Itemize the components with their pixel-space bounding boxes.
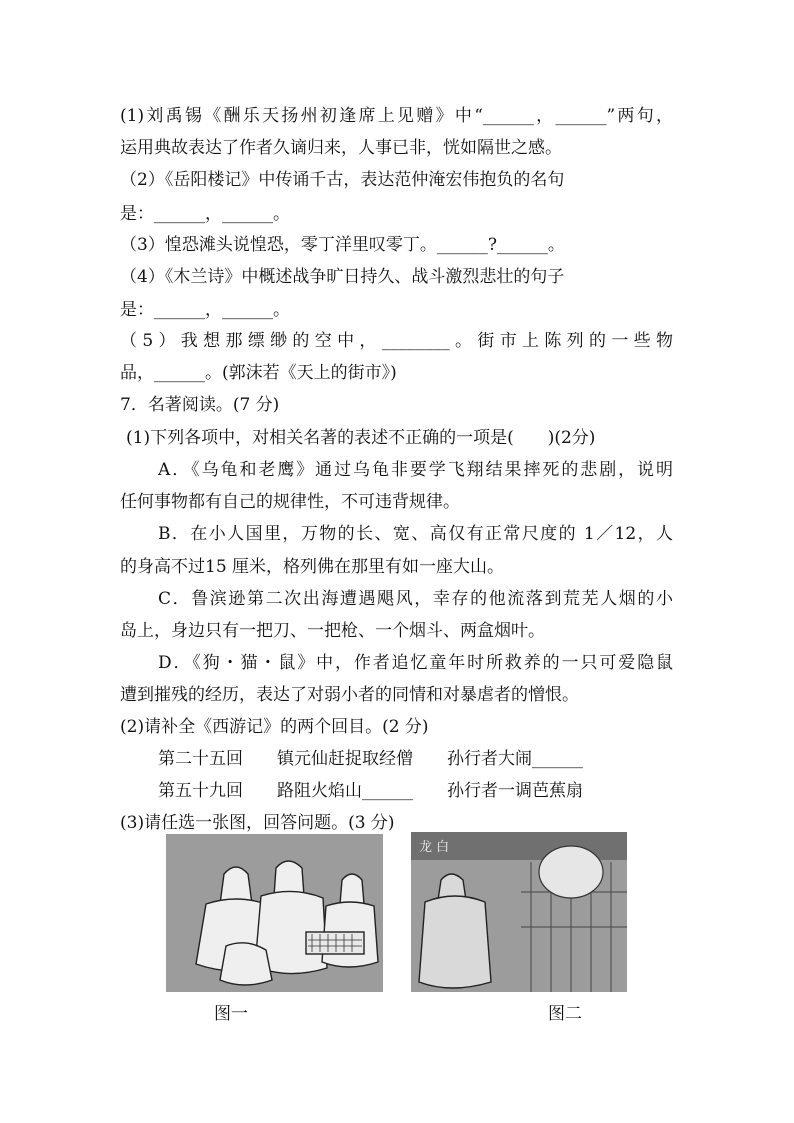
option-b: B．在小人国里，万物的长、宽、高仅有正常尺度的 1／12，人 (158, 524, 673, 544)
figure-two-image (411, 832, 627, 992)
figure-two-sign: 龙 白 (419, 840, 450, 855)
text-line: 是：______，______。 (120, 204, 290, 224)
text-line: 是：______，______。 (120, 300, 290, 320)
figure-one-caption: 图一 (214, 1004, 248, 1024)
figure-two-illustration (411, 832, 627, 992)
chapter-title-line: 第二十五回 镇元仙赶捉取经僧 孙行者大闹______ (158, 749, 583, 769)
option-b-cont: 的身高不过15 厘米，格列佛在那里有如一座大山。 (120, 557, 505, 577)
text-line: （5）我想那缥缈的空中，________。街市上陈列的一些物 (120, 331, 673, 351)
section-heading: 7．名著阅读。(7 分) (120, 395, 280, 415)
text-line: （3）惶恐滩头说惶恐，零丁洋里叹零丁。______?______。 (120, 235, 565, 255)
option-d-cont: 遭到摧残的经历，表达了对弱小者的同情和对暴虐者的憎恨。 (120, 685, 579, 705)
question-stem: (3)请任选一张图，回答问题。(3 分) (120, 813, 395, 833)
figure-two-caption: 图二 (548, 1004, 582, 1024)
figure-one-image (166, 834, 383, 992)
text-line: （4）《木兰诗》中概述战争旷日持久、战斗激烈悲壮的句子 (120, 267, 565, 287)
text-line: （2）《岳阳楼记》中传诵千古，表达范仲淹宏伟抱负的名句 (120, 170, 565, 190)
text-line: 运用典故表达了作者久谪归来，人事已非，恍如隔世之感。 (120, 138, 562, 158)
question-stem: (1)下列各项中，对相关名著的表述不正确的一项是( )(2分) (126, 428, 596, 448)
option-c: C．鲁滨逊第二次出海遭遇飓风，幸存的他流落到荒芜人烟的小 (158, 589, 673, 609)
option-a-cont: 任何事物都有自己的规律性，不可违背规律。 (120, 492, 460, 512)
chapter-title-line: 第五十九回 路阻火焰山______ 孙行者一调芭蕉扇 (158, 781, 583, 801)
option-d: D．《狗・猫・鼠》中，作者追忆童年时所救养的一只可爱隐鼠 (158, 653, 673, 673)
figure-one-illustration (166, 834, 383, 992)
option-a: A．《乌龟和老鹰》通过乌龟非要学飞翔结果摔死的悲剧，说明 (158, 460, 673, 480)
option-c-cont: 岛上，身边只有一把刀、一把枪、一个烟斗、两盒烟叶。 (120, 621, 545, 641)
question-stem: (2)请补全《西游记》的两个回目。(2 分) (120, 717, 429, 737)
text-line: 品，______。(郭沫若《天上的街市》) (120, 363, 397, 383)
text-line: (1)刘禹锡《酬乐天扬州初逢席上见赠》中“______，______”两句， (120, 106, 673, 126)
